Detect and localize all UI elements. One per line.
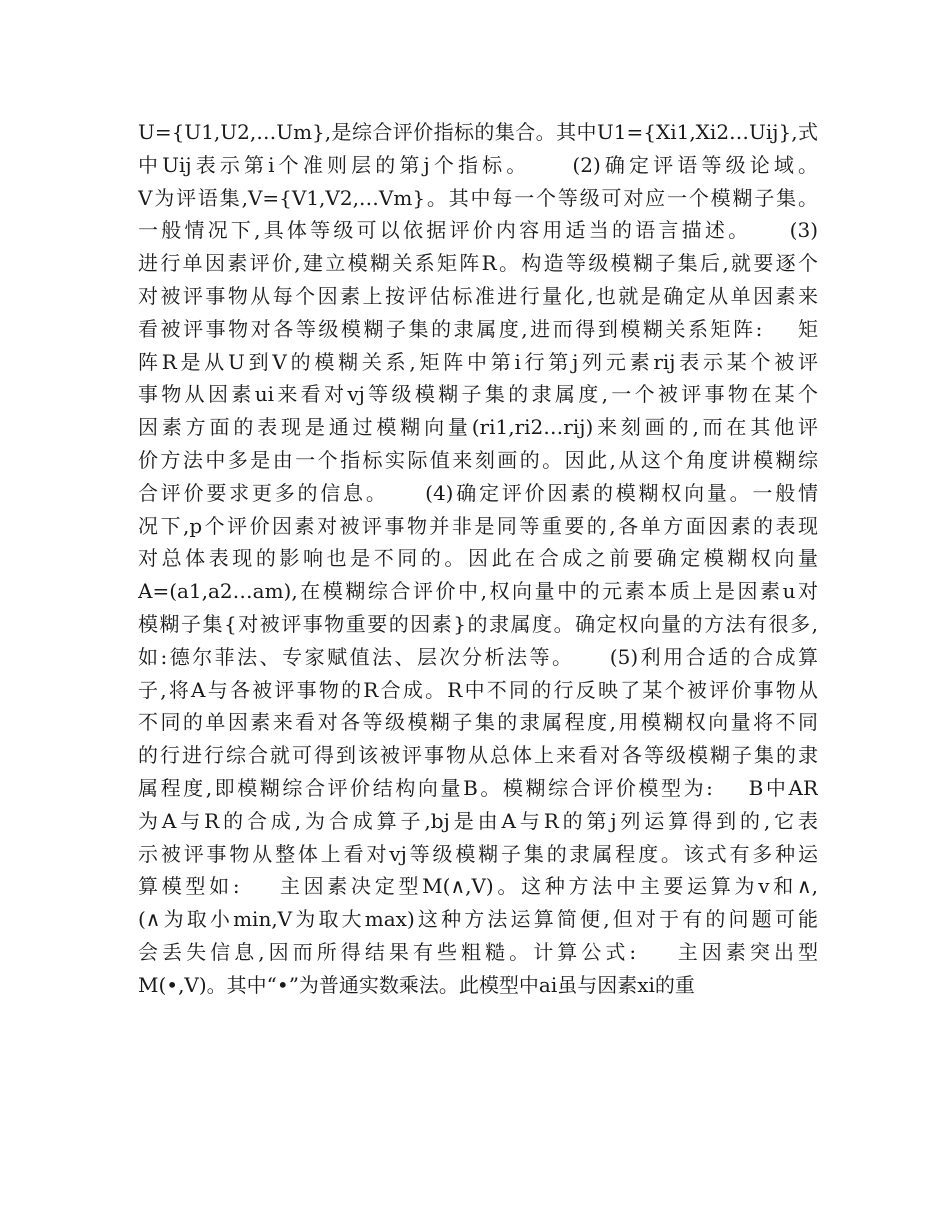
text-line: 看被评事物对各等级模糊子集的隶属度,进而得到模糊关系矩阵: 矩: [138, 316, 818, 341]
body-text: [138, 116, 818, 1002]
text-line: 算模型如: 主因素决定型M(∧,V)。这种方法中主要运算为v和∧,: [138, 874, 818, 899]
text-line: U={U1,U2,…Um},是综合评价指标的集合。其中U1={Xi1,Xi2…Uij},式: [138, 120, 818, 144]
text-line: 不同的单因素来看对各等级模糊子集的隶属程度,用模糊权向量将不同: [138, 710, 818, 735]
text-line: V为评语集,V={V1,V2,…Vm}。其中每一个等级可对应一个模糊子集。: [138, 185, 818, 210]
text-line: 子,将A与各被评事物的R合成。R中不同的行反映了某个被评价事物从: [138, 677, 818, 702]
text-line: 进行单因素评价,建立模糊关系矩阵R。构造等级模糊子集后,就要逐个: [138, 251, 818, 276]
text-line: M(•,V)。其中“•”为普通实数乘法。此模型中ai虽与因素xi的重: [138, 972, 695, 997]
text-line: 因素方面的表现是通过模糊向量(ri1,ri2…rij)来刻画的,而在其他评: [138, 415, 818, 440]
text-line: 合评价要求更多的信息。 (4)确定评价因素的模糊权向量。一般情: [138, 480, 818, 505]
text-line: 的行进行综合就可得到该被评事物从总体上来看对各等级模糊子集的隶: [138, 743, 818, 768]
text-line: 对被评事物从每个因素上按评估标准进行量化,也就是确定从单因素来: [138, 283, 818, 308]
text-line: 为A与R的合成,为合成算子,bj是由A与R的第j列运算得到的,它表: [138, 808, 818, 833]
text-line: 模糊子集{对被评事物重要的因素}的隶属度。确定权向量的方法有很多,: [138, 611, 818, 636]
text-line: A=(a1,a2…am),在模糊综合评价中,权向量中的元素本质上是因素u对: [138, 579, 818, 604]
text-line: 如:德尔菲法、专家赋值法、层次分析法等。 (5)利用合适的合成算: [138, 644, 818, 669]
text-line: 况下,p个评价因素对被评事物并非是同等重要的,各单方面因素的表现: [138, 513, 818, 538]
text-line: 一般情况下,具体等级可以依据评价内容用适当的语言描述。 (3): [138, 218, 818, 243]
text-line: 价方法中多是由一个指标实际值来刻画的。因此,从这个角度讲模糊综: [138, 447, 818, 472]
text-line: 事物从因素ui来看对vj等级模糊子集的隶属度,一个被评事物在某个: [138, 382, 818, 407]
text-line: 属程度,即模糊综合评价结构向量B。模糊综合评价模型为: B中AR: [138, 775, 818, 800]
text-line: 示被评事物从整体上看对vj等级模糊子集的隶属程度。该式有多种运: [138, 841, 818, 866]
text-line: 阵R是从U到V的模糊关系,矩阵中第i行第j列元素rij表示某个被评: [138, 349, 818, 374]
text-line: 会丢失信息,因而所得结果有些粗糙。计算公式: 主因素突出型: [138, 939, 818, 964]
text-line: (∧为取小min,V为取大max)这种方法运算简便,但对于有的问题可能: [138, 907, 818, 932]
text-line: 对总体表现的影响也是不同的。因此在合成之前要确定模糊权向量: [138, 546, 818, 571]
text-line: 中Uij表示第i个准则层的第j个指标。 (2)确定评语等级论域。: [138, 152, 818, 177]
